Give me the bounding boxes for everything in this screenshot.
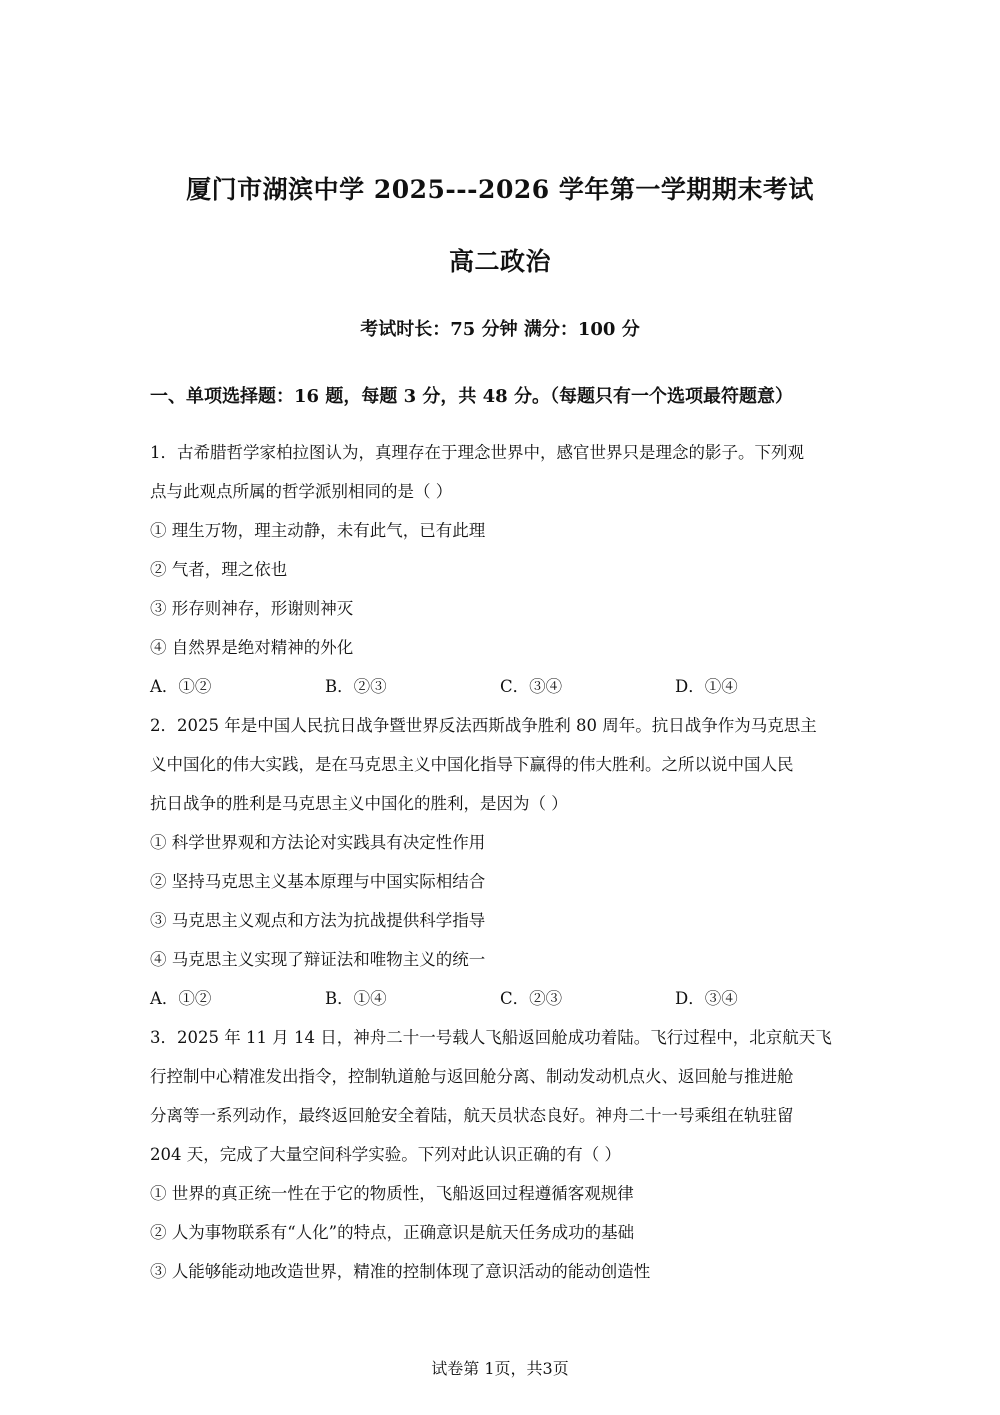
question-text-line: 3．2025 年 11 月 14 日，神舟二十一号载人飞船返回舱成功着陆。飞行过程中，北京航天飞 [150, 1028, 832, 1047]
question-text-line: 2．2025 年是中国人民抗日战争暨世界反法西斯战争胜利 80 周年。抗日战争作为马克思主 [150, 716, 817, 735]
statement: ① 科学世界观和方法论对实践具有决定性作用 [150, 833, 486, 852]
question-3 [150, 1018, 855, 1291]
question-text-line: 点与此观点所属的哲学派别相同的是（ ） [150, 482, 453, 501]
choice-b: B．①④ [325, 989, 387, 1008]
question-text-line: 1．古希腊哲学家柏拉图认为，真理存在于理念世界中，感官世界只是理念的影子。下列观 [150, 443, 804, 462]
statement: ④ 自然界是绝对精神的外化 [150, 638, 354, 657]
question-text-line: 204 天，完成了大量空间科学实验。下列对此认识正确的有（ ） [150, 1145, 621, 1164]
question-text-line: 抗日战争的胜利是马克思主义中国化的胜利，是因为（ ） [150, 794, 568, 813]
question-text-line: 义中国化的伟大实践，是在马克思主义中国化指导下赢得的伟大胜利。之所以说中国人民 [150, 755, 794, 774]
answer-choices [150, 979, 855, 1018]
choice-a: A．①② [150, 677, 212, 696]
answer-choices [150, 667, 855, 706]
question-1 [150, 433, 855, 706]
questions-body [150, 433, 855, 1291]
choice-a: A．①② [150, 989, 212, 1008]
choice-c: C．③④ [500, 677, 563, 696]
statement: ③ 马克思主义观点和方法为抗战提供科学指导 [150, 911, 486, 930]
statement: ① 世界的真正统一性在于它的物质性，飞船返回过程遵循客观规律 [150, 1184, 634, 1203]
exam-title: 厦门市湖滨中学 2025---2026 学年第一学期期末考试 [186, 175, 814, 204]
section-heading: 一、单项选择题：16 题，每题 3 分，共 48 分。（每题只有一个选项最符题意） [150, 386, 793, 407]
question-2 [150, 706, 855, 1018]
choice-c: C．②③ [500, 989, 563, 1008]
statement: ③ 人能够能动地改造世界，精准的控制体现了意识活动的能动创造性 [150, 1262, 651, 1281]
choice-d: D．③④ [675, 989, 738, 1008]
statement: ② 气者，理之依也 [150, 560, 288, 579]
page-footer: 试卷第 1页，共3页 [431, 1359, 569, 1378]
choice-b: B．②③ [325, 677, 387, 696]
choice-d: D．①④ [675, 677, 738, 696]
statement: ④ 马克思主义实现了辩证法和唯物主义的统一 [150, 950, 486, 969]
question-text-line: 行控制中心精准发出指令，控制轨道舱与返回舱分离、制动发动机点火、返回舱与推进舱 [150, 1067, 794, 1086]
statement: ② 人为事物联系有“人化”的特点，正确意识是航天任务成功的基础 [150, 1223, 635, 1242]
exam-meta: 考试时长：75 分钟 满分：100 分 [360, 319, 640, 340]
statement: ③ 形存则神存，形谢则神灭 [150, 599, 354, 618]
statement: ① 理生万物，理主动静，未有此气，已有此理 [150, 521, 486, 540]
subject-title: 高二政治 [448, 247, 551, 276]
question-text-line: 分离等一系列动作，最终返回舱安全着陆，航天员状态良好。神舟二十一号乘组在轨驻留 [150, 1106, 794, 1125]
statement: ② 坚持马克思主义基本原理与中国实际相结合 [150, 872, 486, 891]
